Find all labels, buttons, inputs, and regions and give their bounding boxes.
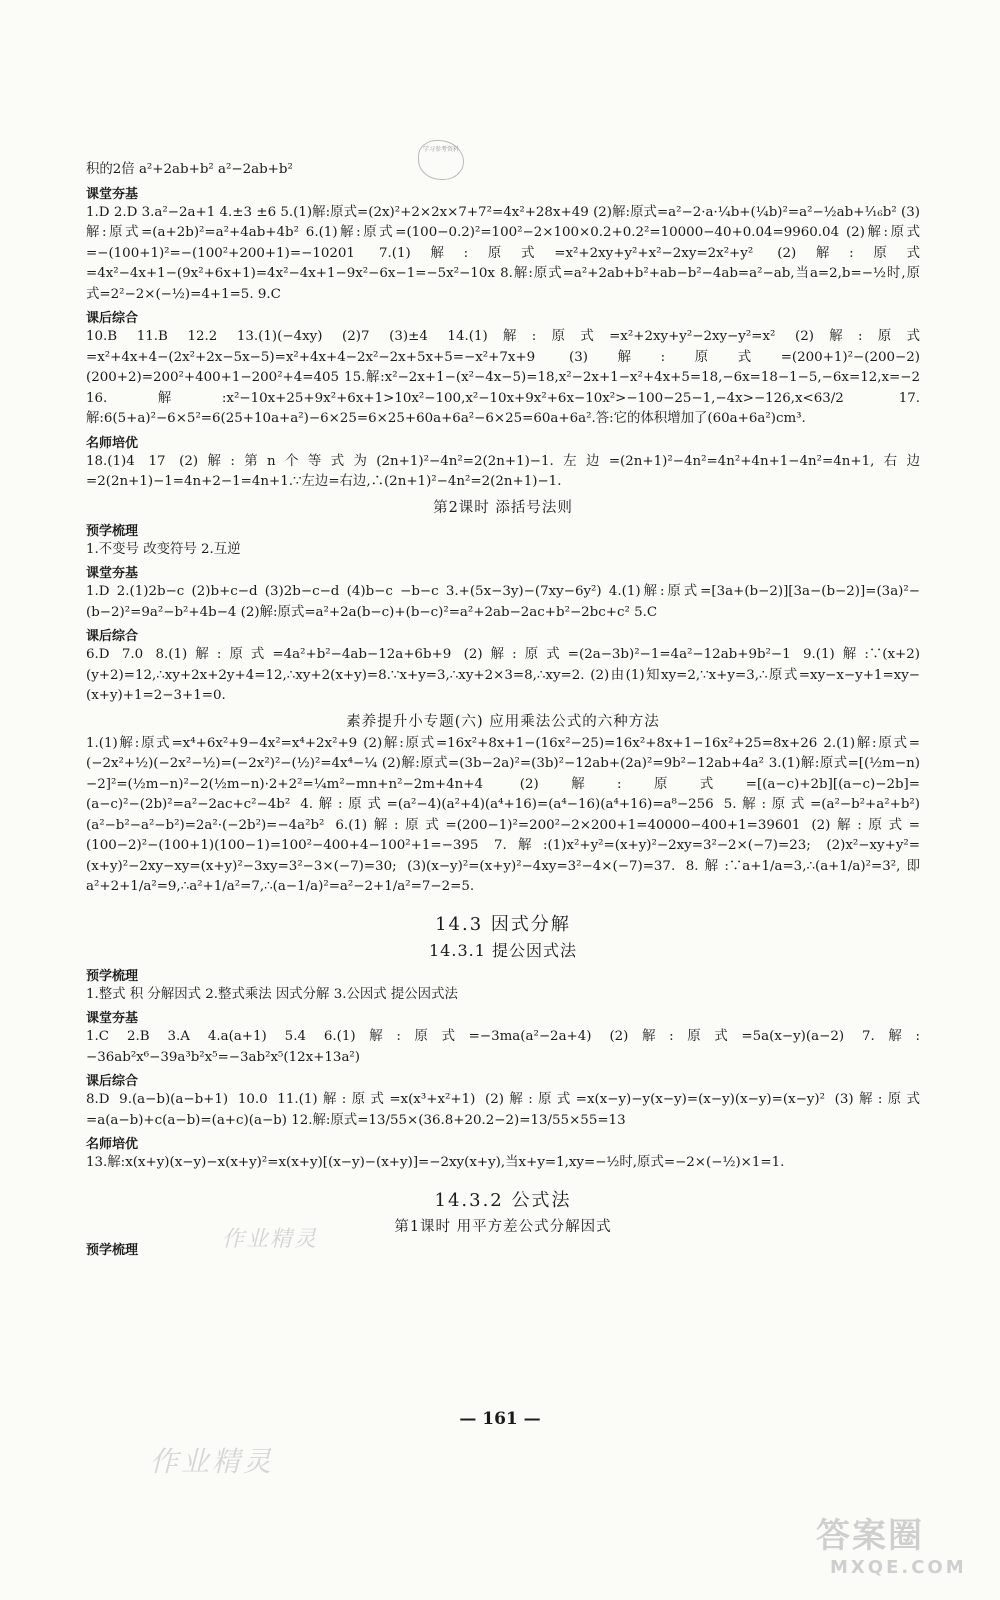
- section-heading: 预学梳理: [86, 1242, 139, 1258]
- answer-paragraph: 8.D 9.(a−b)(a−b+1) 10.0 11.(1)解:原式=x(x³+x²+1) (2)解:原式=x(x−y)−y(x−y)=(x−y)(x−y)=(x−y)² (3)解:原式=a(a−b)+c(a−b)=(a+c)(a−b) 12.解:原式=13/55×(36.8+20.2−2)=13/55×55=13: [86, 1092, 920, 1128]
- logo-url: MXQE.COM: [830, 1557, 967, 1578]
- answer-page: [86, 160, 920, 1259]
- section-heading: 名师培优: [86, 1137, 139, 1152]
- answer-paragraph: 13.解:x(x+y)(x−y)−x(x+y)²=x(x+y)[(x−y)−(x+y)]=−2xy(x+y),当x+y=1,xy=−½时,原式=−2×(−½)×1=1.: [86, 1155, 785, 1170]
- section-heading: 预学梳理: [86, 968, 139, 984]
- section-heading: 课堂夯基: [86, 1011, 139, 1026]
- answer-paragraph: 1.(1)解:原式=x⁴+6x²+9−4x²=x⁴+2x²+9 (2)解:原式=16x²+8x+1−(16x²−25)=16x²+8x+1−16x²+25=8x+26 2.(1)解:原式=(−2x²+½)(−2x²−½)=(−2x²)²−(½)²=4x⁴−¼ (2)解:原式=(3b−2a)²=(3b)²−12ab+(2a)²=9b²−12ab+4a² 3.(1)解:原式=[(½m−n)−2]²=(½m−n)²−2(½m−n)·2+2²=¼m²−mn+n²−2m+4n+4 (2)解:原式=[(a−c)+2b][(a−c)−2b]=(a−c)²−(2b)²=a²−2ac+c²−4b² 4.解:原式=(a²−4)(a²+4)(a⁴+16)=(a⁴−16)(a⁴+16)=a⁸−256 5.解:原式=(a²−b²+a²+b²)(a²−b²−a²−b²)=2a²·(−2b²)=−4a²b² 6.(1)解:原式=(200−1)²=200²−2×200+1=40000−400+1=39601 (2)解:原式=(100−2)²−(100+1)(100−1)=100²−400+4−100²+1=−395 7.解:(1)x²+y²=(x+y)²−2xy=3²−2×(−7)=23; (2)x²−xy+y²=(x+y)²−2xy−xy=(x+y)²−3xy=3²−3×(−7)=30; (3)(x−y)²=(x+y)²−4xy=3²−4×(−7)=37. 8.解:∵a+1/a=3,∴(a+1/a)²=3²,即a²+2+1/a²=9,∴a²+1/a²=7,∴(a−1/a)²=a²−2+1/a²=7−2=5.: [86, 735, 920, 894]
- answer-paragraph: 1.D 2.(1)2b−c (2)b+c−d (3)2b−c−d (4)b−c −b−c 3.+(5x−3y)−(7xy−6y²) 4.(1)解:原式=[3a+(b−2)][3a−(b−2)]=(3a)²−(b−2)²=9a²−b²+4b−4 (2)解:原式=a²+2a(b−c)+(b−c)²=a²+2ab−2ac+b²−2bc+c² 5.C: [86, 584, 920, 620]
- answer-paragraph: 1.D 2.D 3.a²−2a+1 4.±3 ±6 5.(1)解:原式=(2x)²+2×2x×7+7²=4x²+28x+49 (2)解:原式=a²−2·a·¼b+(¼b)²=a²−½ab+¹⁄₁₆b² (3)解:原式=(a+2b)²=a²+4ab+4b² 6.(1)解:原式=(100−0.2)²=100²−2×100×0.2+0.2²=10000−40+0.04=9960.04 (2)解:原式=−(100+1)²=−(100²+200+1)=−10201 7.(1)解:原式=x²+2xy+y²+x²−2xy=2x²+y² (2)解:原式=4x²−4x+1−(9x²+6x+1)=4x²−4x+1−9x²−6x−1=−5x²−10x 8.解:原式=a²+2ab+b²+ab−b²−4ab=a²−ab,当a=2,b=−½时,原式=2²−2×(−½)=4+1=5. 9.C: [86, 204, 920, 302]
- lesson-title: 第1课时 用平方差公式分解因式: [394, 1218, 612, 1235]
- lesson-title: 第2课时 添括号法则: [433, 499, 573, 516]
- answer-paragraph: 18.(1)4 17 (2)解:第n个等式为(2n+1)²−4n²=2(2n+1)−1.左边=(2n+1)²−4n²=4n²+4n+1−4n²=4n+1,右边=2(2n+1)−1=4n+2−1=4n+1.∵左边=右边,∴(2n+1)²−4n²=2(2n+1)−1.: [86, 453, 920, 489]
- section-heading: 名师培优: [86, 435, 139, 451]
- site-logo: [816, 1508, 986, 1578]
- answer-paragraph: 10.B 11.B 12.2 13.(1)(−4xy) (2)7 (3)±4 14.(1)解:原式=x²+2xy+y²−2xy−y²=x² (2)解:原式=x²+4x+4−(2x²+2x−5x−5)=x²+4x+4−2x²−2x+5x+5=−x²+7x+9 (3)解:原式=(200+1)²−(200−2)(200+2)=200²+400+1−200²+4=405 15.解:x²−2x+1−(x²−4x−5)=18,x²−2x+1−x²+4x+5=18,−6x=18−1−5,−6x=12,x=−2 16.解:x²−10x+25+9x²+6x+1>10x²−100,x²−10x+9x²+6x−10x²>−100−25−1,−4x>−126,x<63/2 17.解:6(5+a)²−6×5²=6(25+10a+a²)−6×25=6×25+60a+6a²−6×25=60a+6a².答:它的体积增加了(60a+6a²)cm³.: [86, 329, 920, 426]
- logo-text: 答案圈: [816, 1516, 924, 1556]
- section-heading: 课后综合: [86, 1074, 139, 1089]
- section-heading: 课后综合: [86, 311, 139, 326]
- answer-paragraph: 1.不变号 改变符号 2.互逆: [86, 541, 241, 557]
- stamp-image: 学习参考资料: [418, 140, 464, 180]
- section-heading: 课堂夯基: [86, 566, 139, 581]
- subsection-title: 14.3.1 提公因式法: [429, 940, 577, 960]
- lesson-title: 素养提升小专题(六) 应用乘法公式的六种方法: [346, 713, 660, 730]
- section-title: 14.3 因式分解: [435, 913, 571, 935]
- section-heading: 课堂夯基: [86, 186, 139, 202]
- watermark: 作业精灵: [222, 1227, 319, 1252]
- answer-paragraph: 1.C 2.B 3.A 4.a(a+1) 5.4 6.(1)解:原式=−3ma(a²−2a+4) (2)解:原式=5a(x−y)(a−2) 7.解:−36ab²x⁶−39a³b²x⁵=−3ab²x⁵(12x+13a²): [86, 1029, 920, 1065]
- watermark: 作业精灵: [150, 1445, 275, 1478]
- answer-paragraph: 1.整式 积 分解因式 2.整式乘法 因式分解 3.公因式 提公因式法: [86, 986, 458, 1002]
- section-title: 14.3.2 公式法: [434, 1189, 572, 1211]
- answer-paragraph: 积的2倍 a²+2ab+b² a²−2ab+b²: [86, 162, 293, 177]
- section-heading: 课后综合: [86, 629, 139, 644]
- page-number: — 161 —: [459, 1409, 541, 1429]
- section-heading: 预学梳理: [86, 523, 139, 539]
- answer-paragraph: 6.D 7.0 8.(1)解:原式=4a²+b²−4ab−12a+6b+9 (2)解:原式=(2a−3b)²−1=4a²−12ab+9b²−1 9.(1)解:∵(x+2)(y+2)=12,∴xy+2x+2y+4=12,∴xy+2(x+y)=8.∵x+y=3,∴xy+2×3=8,∴xy=2. (2)由(1)知xy=2,∵x+y=3,∴原式=xy−x−y+1=xy−(x+y)+1=2−3+1=0.: [86, 647, 920, 703]
